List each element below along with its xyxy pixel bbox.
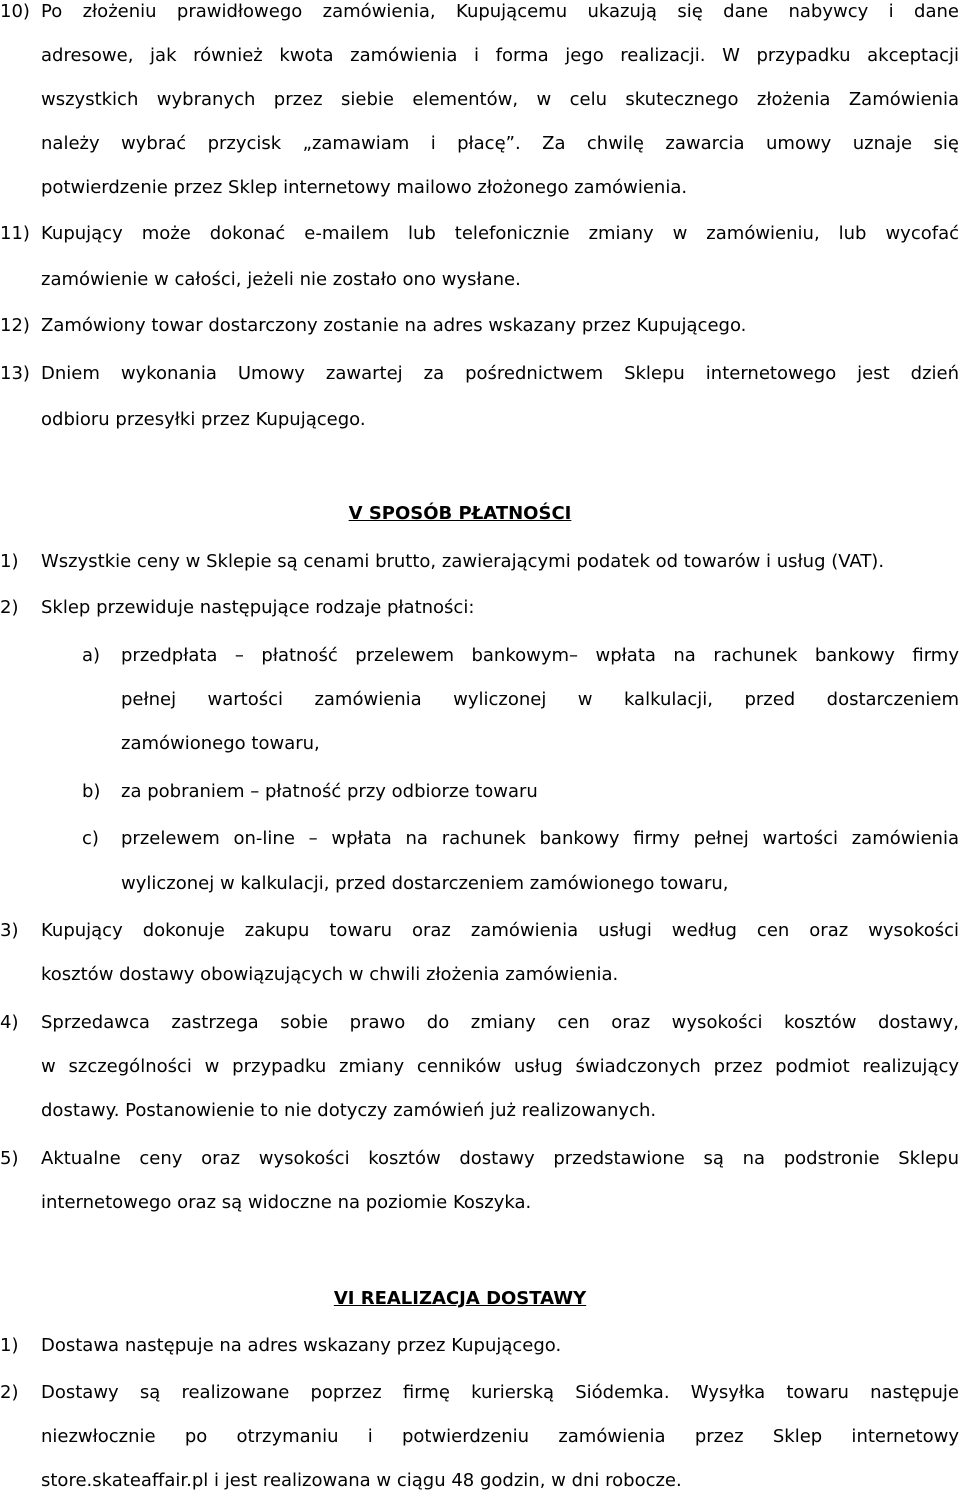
text-line: odbioru przesyłki przez Kupującego. (41, 409, 366, 430)
text-line: przelewem on-line – wpłata na rachunek bankowy firmy pełnej wartości zamówienia (121, 828, 959, 849)
item-number: 10) (0, 1, 30, 22)
text-line: Sklep przewiduje następujące rodzaje płatności: (41, 597, 475, 618)
text-line: wyliczonej w kalkulacji, przed dostarczeniem zamówionego towaru, (121, 873, 729, 894)
item-number: 12) (0, 315, 30, 336)
text-line: Sprzedawca zastrzega sobie prawo do zmiany cen oraz wysokości kosztów dostawy, (41, 1012, 959, 1033)
item-number: 1) (0, 1335, 19, 1356)
section-heading: V SPOSÓB PŁATNOŚCI (348, 503, 572, 524)
text-line: adresowe, jak również kwota zamówienia i forma jego realizacji. W przypadku akceptacji (41, 45, 959, 66)
text-line: Kupujący dokonuje zakupu towaru oraz zamówienia usługi według cen oraz wysokości (41, 920, 959, 941)
item-number: 2) (0, 597, 19, 618)
item-number: 4) (0, 1012, 19, 1033)
text-line: wszystkich wybranych przez siebie elementów, w celu skutecznego złożenia Zamówienia (41, 89, 959, 110)
text-line: dostawy. Postanowienie to nie dotyczy zamówień już realizowanych. (41, 1100, 657, 1121)
text-line: Dniem wykonania Umowy zawartej za pośrednictwem Sklepu internetowego jest dzień (41, 363, 959, 384)
text-line: zamówionego towaru, (121, 733, 320, 754)
item-number: 5) (0, 1148, 19, 1169)
text-line: potwierdzenie przez Sklep internetowy mailowo złożonego zamówienia. (41, 177, 688, 198)
item-number: 13) (0, 363, 30, 384)
item-number: 11) (0, 223, 30, 244)
text-line: pełnej wartości zamówienia wyliczonej w kalkulacji, przed dostarczeniem (121, 689, 959, 710)
text-line: Kupujący może dokonać e-mailem lub telefonicznie zmiany w zamówieniu, lub wycofać (41, 223, 959, 244)
text-line: niezwłocznie po otrzymaniu i potwierdzeniu zamówienia przez Sklep internetowy (41, 1426, 959, 1447)
text-line: Aktualne ceny oraz wysokości kosztów dostawy przedstawione są na podstronie Sklepu (41, 1148, 959, 1169)
item-number: 3) (0, 920, 19, 941)
text-line: w szczególności w przypadku zmiany cenników usług świadczonych przez podmiot realizujący (41, 1056, 959, 1077)
item-number: 2) (0, 1382, 19, 1403)
text-line: Po złożeniu prawidłowego zamówienia, Kupującemu ukazują się dane nabywcy i dane (41, 1, 959, 22)
item-letter: b) (82, 781, 101, 802)
text-line: kosztów dostawy obowiązujących w chwili złożenia zamówienia. (41, 964, 619, 985)
text-line: za pobraniem – płatność przy odbiorze towaru (121, 781, 538, 802)
item-letter: c) (82, 828, 99, 849)
text-line: Wszystkie ceny w Sklepie są cenami brutto, zawierającymi podatek od towarów i usług (VAT). (41, 551, 885, 572)
section-heading: VI REALIZACJA DOSTAWY (333, 1288, 587, 1309)
text-line: Dostawa następuje na adres wskazany przez Kupującego. (41, 1335, 562, 1356)
text-line: internetowego oraz są widoczne na poziomie Koszyka. (41, 1192, 532, 1213)
text-line: store.skateaffair.pl i jest realizowana w ciągu 48 godzin, w dni robocze. (41, 1470, 682, 1491)
text-line: Zamówiony towar dostarczony zostanie na adres wskazany przez Kupującego. (41, 315, 747, 336)
item-number: 1) (0, 551, 19, 572)
item-letter: a) (82, 645, 101, 666)
text-line: należy wybrać przycisk „zamawiam i płacę”. Za chwilę zawarcia umowy uznaje się (41, 133, 959, 154)
text-line: Dostawy są realizowane poprzez firmę kurierską Siódemka. Wysyłka towaru następuje (41, 1382, 959, 1403)
text-line: zamówienie w całości, jeżeli nie zostało ono wysłane. (41, 269, 521, 290)
text-line: przedpłata – płatność przelewem bankowym– wpłata na rachunek bankowy firmy (121, 645, 959, 666)
